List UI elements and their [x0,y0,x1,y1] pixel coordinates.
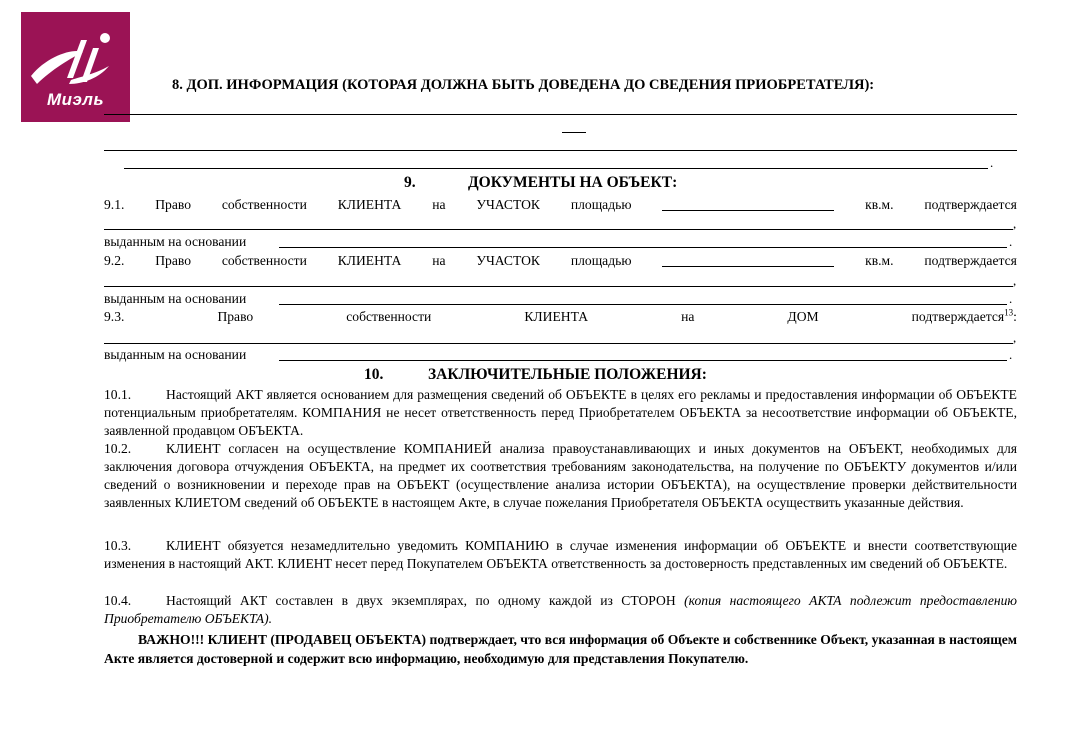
item-9-2-word: КЛИЕНТА [337,253,402,268]
item-9-2-comma: , [1013,273,1017,288]
item-9-1-area-field[interactable] [662,196,834,211]
item-9-2-fill-line[interactable] [104,286,1013,287]
item-9-3-word: Право [217,309,254,324]
footnote-marker: 13 [1004,307,1014,318]
item-9-1-word: на [432,197,446,212]
item-9-2-number: 9.2. [104,253,125,268]
item-9-1-comma: , [1013,216,1017,231]
item-9-2-basis-field[interactable] [279,304,1007,305]
clause-10-1-number: 10.1. [104,387,132,402]
section-8-line-2 [562,132,586,133]
item-9-3-fill-line[interactable] [104,343,1013,344]
item-9-2-word: на [432,253,446,268]
item-9-3-word: собственности [346,309,432,324]
item-9-3-word: на [681,309,695,324]
item-9-3-comma: , [1013,330,1017,345]
section-10-number: 10. [364,366,384,383]
item-9-3-word: ДОМ [787,309,819,324]
company-logo [21,12,130,122]
item-9-1-word: площадью [570,197,632,212]
item-9-3-basis-field[interactable] [279,360,1007,361]
clause-10-1 [104,386,1017,440]
item-9-1-word: собственности [221,197,307,212]
section-8-line-3 [104,150,1017,151]
item-9-1-word: КЛИЕНТА [337,197,402,212]
item-9-1-word: Право [155,197,191,212]
item-9-3-line-1 [104,308,1017,326]
clause-10-3-number: 10.3. [104,538,132,553]
item-9-2-word: УЧАСТОК [476,253,541,268]
item-9-1-word: УЧАСТОК [476,197,541,212]
item-9-1-line-1 [104,196,1017,214]
clause-10-2-number: 10.2. [104,441,132,456]
clause-10-2 [104,440,1017,512]
item-9-3-number: 9.3. [104,309,125,324]
item-9-2-word: подтверждается [924,253,1017,268]
section-10-title: ЗАКЛЮЧИТЕЛЬНЫЕ ПОЛОЖЕНИЯ: [428,366,707,383]
clause-10-3 [104,537,1017,573]
item-9-3-word: подтверждается [911,309,1005,324]
item-9-2-line-1 [104,252,1017,270]
clause-10-1-text: Настоящий АКТ является основанием для размещения сведений об ОБЪЕКТЕ в целях его рекламы и предоставления информации об ОБЪЕКТЕ потенциальным приобретателям. КОМПАНИЯ не несет ответственность перед Приобретателем ОБЪЕКТА за несоответствие информации об ОБЪЕКТЕ, заявленной продавцом ОБЪЕКТА. [104,387,1017,438]
item-9-3-line-3 [104,346,1017,364]
item-9-1-line-3 [104,233,1017,251]
item-9-3-word: КЛИЕНТА [524,309,589,324]
clause-10-4-note: (копия настоящего АКТА подлежит предоставлению Приобретателю ОБЪЕКТА). [104,593,1017,626]
item-9-2-line-3 [104,290,1017,308]
item-9-1-fill-line[interactable] [104,229,1013,230]
item-9-2-dot: . [1009,291,1013,306]
item-9-1-unit: кв.м. [865,197,894,212]
item-9-1-number: 9.1. [104,197,125,212]
clause-10-2-text: КЛИЕНТ согласен на осуществление КОМПАНИЕЙ анализа правоустанавливающих и иных документов на ОБЪЕКТ, необходимых для заключения договора отчуждения ОБЪЕКТА, на предмет их соответствия требованиям законодательства, на получение по ОБЪЕКТУ документов и/или сведений о возникновении и переходе прав на ОБЪЕКТ (осуществление анализа истории ОБЪЕКТА), на осуществление проверки действительности заявленных КЛИЕТОМ сведений об ОБЪЕКТЕ в настоящем Акте, в случае пожелания Приобретателя ОБЪЕКТА осуществить указанные действия. [104,441,1017,510]
important-notice: ВАЖНО!!! КЛИЕНТ (ПРОДАВЕЦ ОБЪЕКТА) подтверждает, что вся информация об Объекте и собственнике Объект, указанная в настоящем Акте является достоверной и содержит всю информацию, необходимую для представления Покупателю. [104,632,1017,666]
clause-10-4-number: 10.4. [104,593,132,608]
item-9-2-word: Право [155,253,191,268]
section-9-number: 9. [404,174,416,191]
item-9-3-colon: : [1013,309,1017,324]
clause-10-4 [104,592,1017,628]
item-9-1-basis-field[interactable] [279,247,1007,248]
item-9-2-word: собственности [221,253,307,268]
section-8-end-dot: . [990,155,994,170]
item-9-1-word: подтверждается [924,197,1017,212]
item-9-3-basis-label: выданным на основании [104,347,247,362]
section-8-line-1 [104,114,1017,115]
section-8-line-4 [124,168,988,169]
item-9-2-basis-label: выданным на основании [104,291,247,306]
item-9-2-area-field[interactable] [662,252,834,267]
item-9-3-dot: . [1009,347,1013,362]
item-9-2-word: площадью [570,253,632,268]
logo-brand-text: Миэль [46,90,105,109]
clause-10-4-text: Настоящий АКТ составлен в двух экземплярах, по одному каждой из СТОРОН [166,593,676,608]
section-9-title: ДОКУМЕНТЫ НА ОБЪЕКТ: [468,174,678,191]
item-9-2-unit: кв.м. [865,253,894,268]
clause-10-3-text: КЛИЕНТ обязуется незамедлительно уведомить КОМПАНИЮ в случае изменения информации об ОБЪЕКТЕ и внести соответствующие изменения в настоящий АКТ. КЛИЕНТ несет перед Покупателем ОБЪЕКТА ответственность за достоверность представленных им сведений об ОБЪЕКТЕ. [104,538,1017,571]
item-9-3-confirm [912,308,1017,326]
section-8-heading: 8. ДОП. ИНФОРМАЦИЯ (КОТОРАЯ ДОЛЖНА БЫТЬ ДОВЕДЕНА ДО СВЕДЕНИЯ ПРИОБРЕТАТЕЛЯ): [172,77,875,93]
item-9-1-basis-label: выданным на основании [104,234,247,249]
item-9-1-dot: . [1009,234,1013,249]
